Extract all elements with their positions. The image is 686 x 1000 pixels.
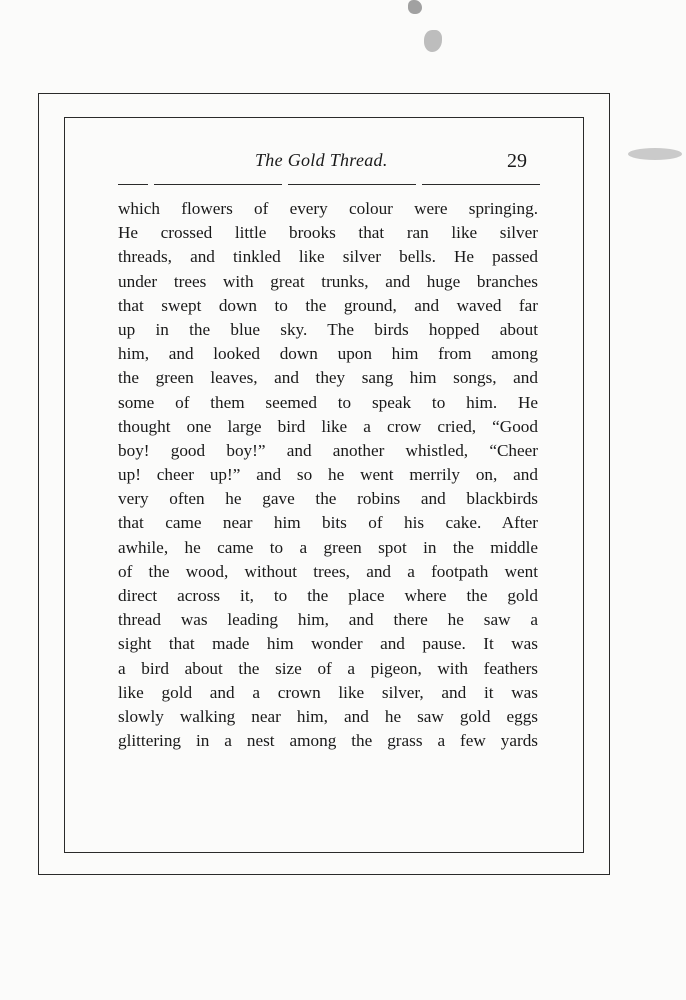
text-line: direct across it, to the place where the gold	[118, 586, 538, 605]
ink-smudge-mark	[628, 148, 682, 160]
text-line: boy! good boy!” and another whistled, “Cheer	[118, 440, 538, 460]
text-line: awhile, he came to a green spot in the middle	[118, 537, 538, 557]
page-number: 29	[507, 150, 527, 172]
body-text	[118, 197, 538, 753]
text-line: slowly walking near him, and he saw gold eggs	[118, 706, 538, 726]
header-rule	[118, 184, 148, 185]
text-line: some of them seemed to speak to him. He	[118, 392, 538, 412]
header-rule	[154, 184, 282, 185]
text-line: a bird about the size of a pigeon, with feathers	[118, 658, 538, 678]
text-line: under trees with great trunks, and huge branches	[118, 271, 538, 291]
text-line: of the wood, without trees, and a footpath went	[118, 561, 538, 581]
text-line: very often he gave the robins and blackbirds	[118, 489, 538, 509]
header-rule	[288, 184, 416, 185]
text-line: the green leaves, and they sang him songs, and	[118, 368, 538, 388]
text-line: him, and looked down upon him from among	[118, 344, 538, 364]
running-title: The Gold Thread.	[255, 150, 388, 170]
text-line: which flowers of every colour were springing.	[118, 199, 538, 218]
text-line: that swept down to the ground, and waved far	[118, 295, 538, 315]
ink-blot-mark	[408, 0, 422, 14]
text-line: thread was leading him, and there he saw a	[118, 610, 538, 630]
text-line: sight that made him wonder and pause. It was	[118, 634, 538, 654]
text-line: up! cheer up!” and so he went merrily on, and	[118, 465, 538, 485]
text-line: thought one large bird like a crow cried, “Good	[118, 416, 538, 436]
text-line: like gold and a crown like silver, and it was	[118, 682, 538, 702]
text-line: glittering in a nest among the grass a few yards	[118, 731, 538, 751]
text-line: that came near him bits of his cake. After	[118, 513, 538, 533]
ink-blot-mark	[424, 30, 442, 52]
text-line: threads, and tinkled like silver bells. He passed	[118, 247, 538, 267]
text-line: up in the blue sky. The birds hopped about	[118, 319, 538, 339]
header-rule	[422, 184, 540, 185]
text-line: He crossed little brooks that ran like silver	[118, 223, 538, 243]
